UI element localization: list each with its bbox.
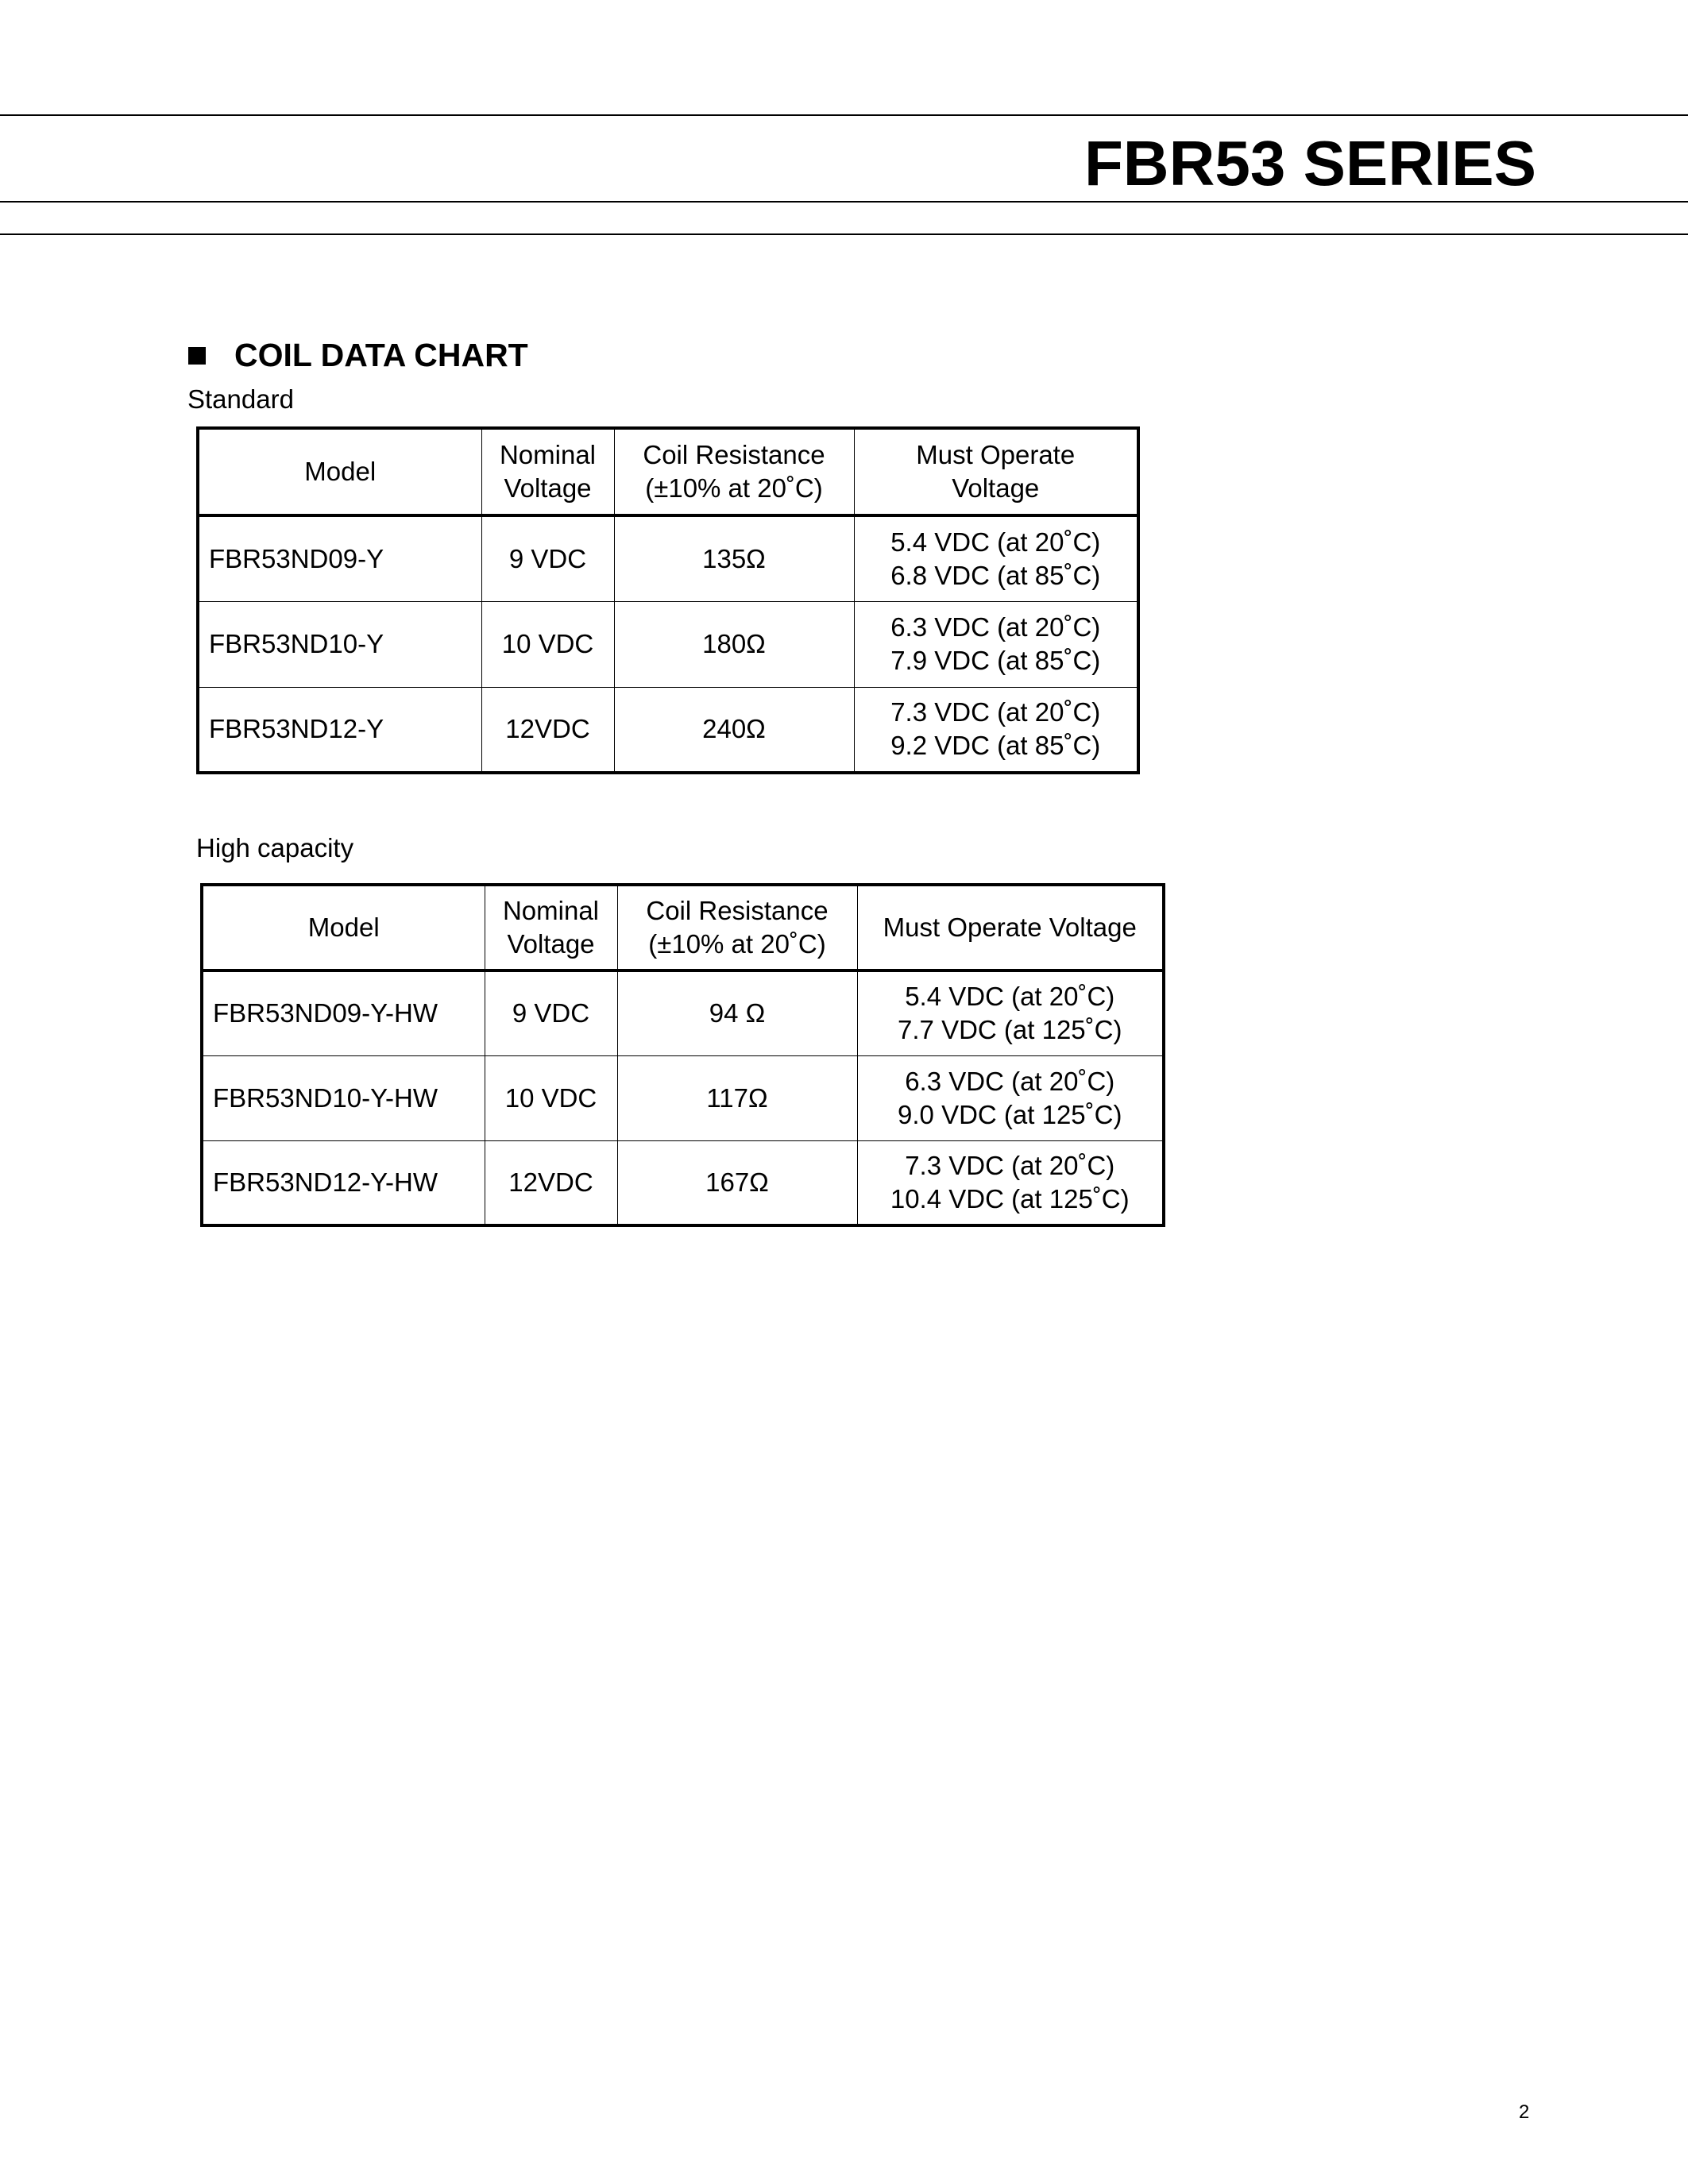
model-cell: FBR53ND12-Y	[198, 687, 481, 773]
model-cell: FBR53ND10-Y-HW	[202, 1055, 485, 1140]
column-header-nominal-voltage	[485, 885, 617, 970]
standard-label: Standard	[187, 384, 294, 414]
operate-voltage-line: 6.8 VDC (at 85˚C)	[890, 560, 1101, 590]
column-header-line: Nominal	[502, 896, 600, 925]
operate-voltage-line: 7.3 VDC (at 20˚C)	[905, 1150, 1115, 1180]
nominal-voltage-cell: 9 VDC	[481, 515, 614, 601]
column-header-nominal-voltage	[481, 428, 614, 515]
coil-resistance-cell: 94 Ω	[617, 970, 857, 1055]
operate-voltage-line: 7.7 VDC (at 125˚C)	[898, 1015, 1122, 1045]
header-rule-middle	[0, 201, 1688, 203]
operate-voltage-line: 5.4 VDC (at 20˚C)	[905, 982, 1115, 1012]
section-heading	[188, 337, 528, 374]
column-header-must-operate-voltage	[857, 885, 1164, 970]
must-operate-voltage-cell	[857, 1140, 1164, 1225]
column-header-line: Model	[304, 457, 377, 486]
nominal-voltage-cell: 12VDC	[481, 687, 614, 773]
column-header-model	[202, 885, 485, 970]
coil-resistance-cell: 135Ω	[614, 515, 854, 601]
must-operate-voltage-cell	[854, 601, 1138, 687]
model-cell: FBR53ND09-Y	[198, 515, 481, 601]
coil-resistance-cell: 117Ω	[617, 1055, 857, 1140]
series-title: FBR53 SERIES	[1083, 128, 1536, 199]
operate-voltage-line: 6.3 VDC (at 20˚C)	[905, 1066, 1115, 1096]
column-header-line: Must Operate	[916, 440, 1076, 469]
operate-voltage-line: 6.3 VDC (at 20˚C)	[890, 612, 1101, 642]
operate-voltage-line: 10.4 VDC (at 125˚C)	[890, 1183, 1130, 1214]
column-header-line: Must Operate Voltage	[883, 913, 1137, 942]
model-cell: FBR53ND09-Y-HW	[202, 970, 485, 1055]
section-title: COIL DATA CHART	[234, 337, 528, 373]
column-header-line: Coil Resistance	[643, 440, 825, 469]
header-rule-top	[0, 114, 1688, 116]
column-header-line: Voltage	[504, 473, 592, 503]
column-header-line: Voltage	[952, 473, 1040, 503]
operate-voltage-line: 7.3 VDC (at 20˚C)	[890, 697, 1101, 727]
coil-resistance-cell: 167Ω	[617, 1140, 857, 1225]
column-header-line: (±10% at 20˚C)	[648, 929, 826, 959]
must-operate-voltage-cell	[857, 970, 1164, 1055]
operate-voltage-line: 9.2 VDC (at 85˚C)	[890, 731, 1101, 761]
column-header-coil-resistance	[617, 885, 857, 970]
model-cell: FBR53ND12-Y-HW	[202, 1140, 485, 1225]
must-operate-voltage-cell	[854, 687, 1138, 773]
operate-voltage-line: 9.0 VDC (at 125˚C)	[898, 1099, 1122, 1129]
coil-resistance-cell: 180Ω	[614, 601, 854, 687]
table-row	[198, 687, 1138, 773]
model-cell: FBR53ND10-Y	[198, 601, 481, 687]
square-bullet-icon	[188, 347, 206, 365]
page-number: 2	[1519, 2101, 1530, 2123]
column-header-must-operate-voltage	[854, 428, 1138, 515]
must-operate-voltage-cell	[854, 515, 1138, 601]
table-row	[202, 970, 1164, 1055]
high-capacity-label: High capacity	[196, 833, 354, 862]
operate-voltage-line: 7.9 VDC (at 85˚C)	[890, 646, 1101, 675]
standard-coil-table	[196, 426, 1140, 774]
table-row	[198, 601, 1138, 687]
coil-resistance-cell: 240Ω	[614, 687, 854, 773]
must-operate-voltage-cell	[857, 1055, 1164, 1140]
nominal-voltage-cell: 10 VDC	[481, 601, 614, 687]
column-header-line: (±10% at 20˚C)	[645, 473, 823, 503]
high-capacity-coil-table	[200, 883, 1165, 1227]
nominal-voltage-cell: 10 VDC	[485, 1055, 617, 1140]
column-header-line: Model	[307, 913, 380, 942]
table-row	[198, 515, 1138, 601]
column-header-line: Coil Resistance	[646, 896, 829, 925]
table-row	[202, 1140, 1164, 1225]
column-header-line: Voltage	[507, 929, 595, 959]
column-header-model	[198, 428, 481, 515]
nominal-voltage-cell: 12VDC	[485, 1140, 617, 1225]
header-rule-bottom	[0, 233, 1688, 235]
nominal-voltage-cell: 9 VDC	[485, 970, 617, 1055]
column-header-line: Nominal	[499, 440, 597, 469]
column-header-coil-resistance	[614, 428, 854, 515]
table-row	[202, 1055, 1164, 1140]
operate-voltage-line: 5.4 VDC (at 20˚C)	[890, 527, 1101, 557]
